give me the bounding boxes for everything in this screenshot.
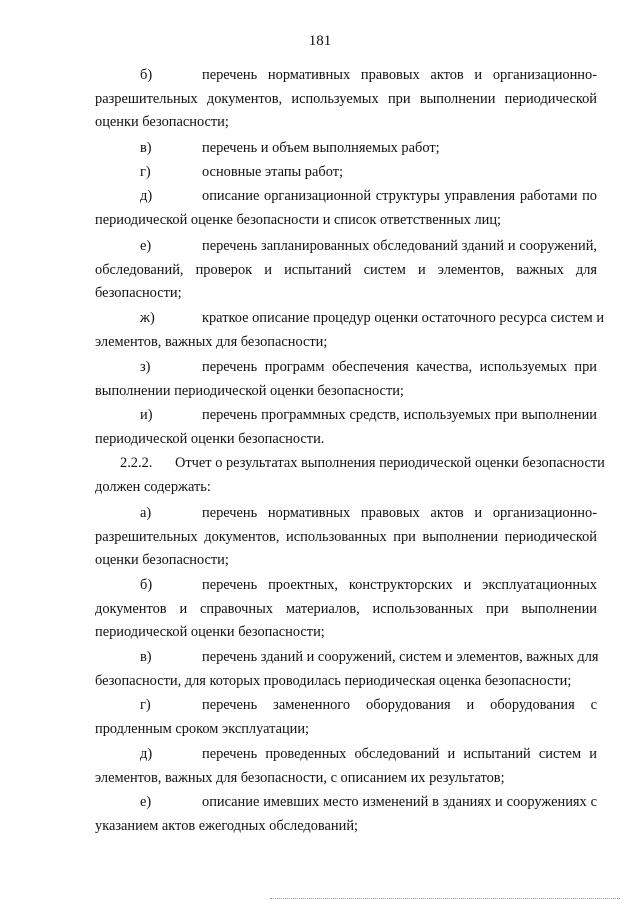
item-marker: ж) [140,310,155,326]
list-item [95,574,597,645]
item-text: перечень и объем выполняемых работ; [202,140,440,156]
list-item [95,743,597,790]
item-text: описание имевших место изменений в зданиях и сооружениях с [202,794,597,810]
item-text: перечень зданий и сооружений, систем и элементов, важных для [202,649,599,665]
item-text: выполнении периодической оценки безопасности; [95,382,404,399]
list-item [95,64,597,135]
item-text: перечень замененного оборудования и оборудования с [202,697,597,713]
list-item [95,161,597,185]
list-item [95,185,597,232]
item-text: перечень программных средств, используемых при выполнении [202,407,597,423]
item-text: разрешительных документов, используемых при выполнении периодической [95,90,597,107]
item-marker: е) [140,238,152,254]
item-text: безопасности; [95,285,182,301]
item-text: безопасности, для которых проводилась периодическая оценка безопасности; [95,672,572,689]
item-marker: а) [140,505,152,521]
item-marker: и) [140,407,153,423]
item-marker: б) [140,577,153,593]
item-text: перечень нормативных правовых актов и организационно- [202,505,597,521]
list-item [95,502,597,573]
item-text: периодической оценке безопасности и список ответственных лиц; [95,211,502,228]
section-paragraph [95,452,605,499]
item-text: перечень запланированных обследований зданий и сооружений, [202,238,597,254]
section-number: 2.2.2. [120,455,153,471]
item-text: периодической оценки безопасности; [95,624,325,640]
item-text: описание организационной структуры управления работами по [202,188,597,204]
item-marker: г) [140,697,151,713]
item-text: оценки безопасности; [95,114,229,130]
item-text: документов и справочных материалов, использованных при выполнении [95,600,597,617]
item-marker: в) [140,649,152,665]
list-item [95,646,597,693]
list-item [95,307,605,354]
list-item [95,356,597,403]
item-marker: г) [140,164,151,180]
item-text: перечень нормативных правовых актов и организационно- [202,67,597,83]
item-text: основные этапы работ; [202,164,343,180]
list-item [95,235,597,306]
item-text: перечень проведенных обследований и испытаний систем и [202,746,597,762]
item-text: должен содержать: [95,478,211,495]
item-text: продленным сроком эксплуатации; [95,720,310,737]
list-item [95,694,597,741]
item-marker: в) [140,140,152,156]
list-item [95,791,597,838]
item-marker: д) [140,188,153,204]
list-item [95,137,597,161]
list-item [95,404,597,451]
item-text: периодической оценки безопасности. [95,430,325,447]
page-number: 181 [308,33,332,49]
item-text: перечень программ обеспечения качества, используемых при [202,359,597,375]
item-marker: б) [140,67,153,83]
item-text: перечень проектных, конструкторских и эксплуатационных [202,577,597,593]
item-marker: з) [140,359,151,375]
item-marker: е) [140,794,152,810]
item-marker: д) [140,746,153,762]
item-text: указанием актов ежегодных обследований; [95,817,359,834]
item-text: элементов, важных для безопасности; [95,333,328,350]
item-text: Отчет о результатах выполнения периодической оценки безопасности [175,455,605,471]
scan-edge-divider [270,898,620,900]
item-text: обследований, проверок и испытаний систем и элементов, важных для [95,261,597,278]
item-text: элементов, важных для безопасности, с описанием их результатов; [95,769,505,786]
item-text: краткое описание процедур оценки остаточного ресурса систем и [202,310,605,326]
item-text: разрешительных документов, использованных при выполнении периодической [95,528,597,545]
item-text: оценки безопасности; [95,552,229,568]
